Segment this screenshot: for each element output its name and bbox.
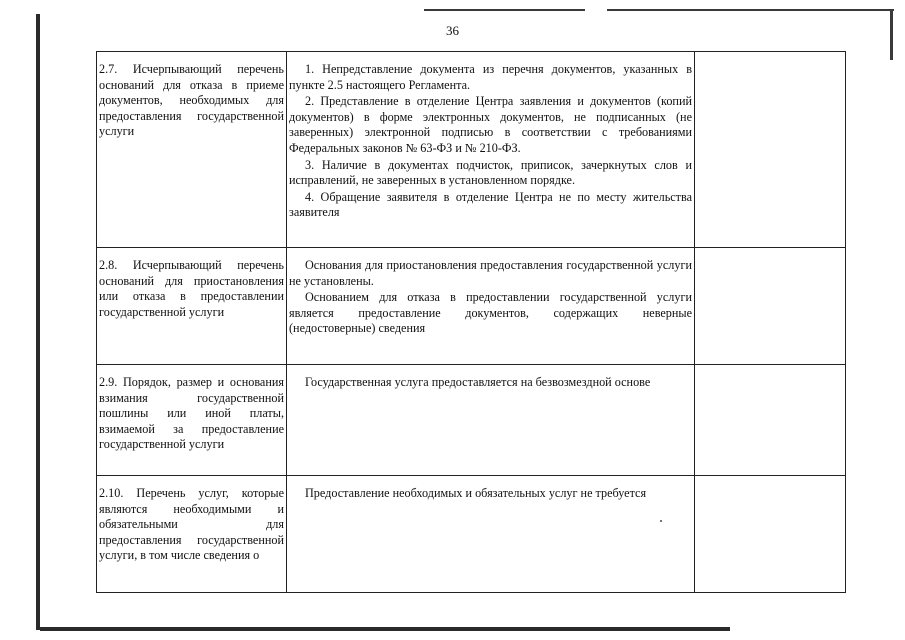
scan-speck xyxy=(660,520,662,522)
paragraph: Государственная услуга предоставляется на безвозмездной основе xyxy=(305,375,651,389)
paragraph: Предоставление необходимых и обязательных услуг не требуется xyxy=(305,486,647,500)
paragraph: 2. Представление в отделение Центра заявления и документов (копий документов) в форме электронных документов, не подписанных (не заверенных) электронной подписью в соответствии с требованиями Федеральных законов № 63-ФЗ и № 210-ФЗ. xyxy=(289,94,692,155)
page-number: 36 xyxy=(446,23,459,38)
note-cell xyxy=(695,476,846,593)
item-cell xyxy=(97,476,287,593)
item-text: 2.8. Исчерпывающий перечень оснований для приостановления или отказа в предоставлении государственной услуги xyxy=(99,258,284,319)
content-cell xyxy=(287,365,695,476)
table-row xyxy=(97,365,846,476)
paragraph: Основанием для отказа в предоставлении государственной услуги является предоставление документов, содержащих неверные (недостоверные) сведения xyxy=(289,290,692,336)
scan-edge-left xyxy=(36,14,40,630)
note-cell xyxy=(695,248,846,365)
item-cell xyxy=(97,365,287,476)
content-cell xyxy=(287,52,695,248)
note-cell xyxy=(695,365,846,476)
item-text: 2.9. Порядок, размер и основания взимания государственной пошлины или иной платы, взимаемой за предоставление государственной услуги xyxy=(99,375,284,452)
paragraph: Основания для приостановления предоставления государственной услуги не установлены. xyxy=(289,258,692,288)
paragraph: 1. Непредставление документа из перечня документов, указанных в пункте 2.5 настоящего Регламента. xyxy=(289,62,692,92)
note-cell xyxy=(695,52,846,248)
item-text: 2.7. Исчерпывающий перечень оснований для отказа в приеме документов, необходимых для предоставления государственной услуги xyxy=(99,62,284,139)
item-cell xyxy=(97,52,287,248)
table-row xyxy=(97,248,846,365)
item-text: 2.10. Перечень услуг, которые являются необходимыми и обязательными для предоставления государственной услуги, в том числе сведения о xyxy=(99,486,284,563)
item-cell xyxy=(97,248,287,365)
regulation-table xyxy=(96,51,846,593)
paragraph: 3. Наличие в документах подчисток, приписок, зачеркнутых слов и исправлений, не заверенных в установленном порядке. xyxy=(289,157,692,188)
scan-edge-top-gap xyxy=(585,9,607,11)
scan-edge-bottom xyxy=(40,627,730,631)
content-cell xyxy=(287,476,695,593)
content-cell xyxy=(287,248,695,365)
table-row xyxy=(97,52,846,248)
scan-edge-top xyxy=(424,9,894,11)
table-row xyxy=(97,476,846,593)
paragraph: 4. Обращение заявителя в отделение Центра не по месту жительства заявителя xyxy=(289,189,692,220)
